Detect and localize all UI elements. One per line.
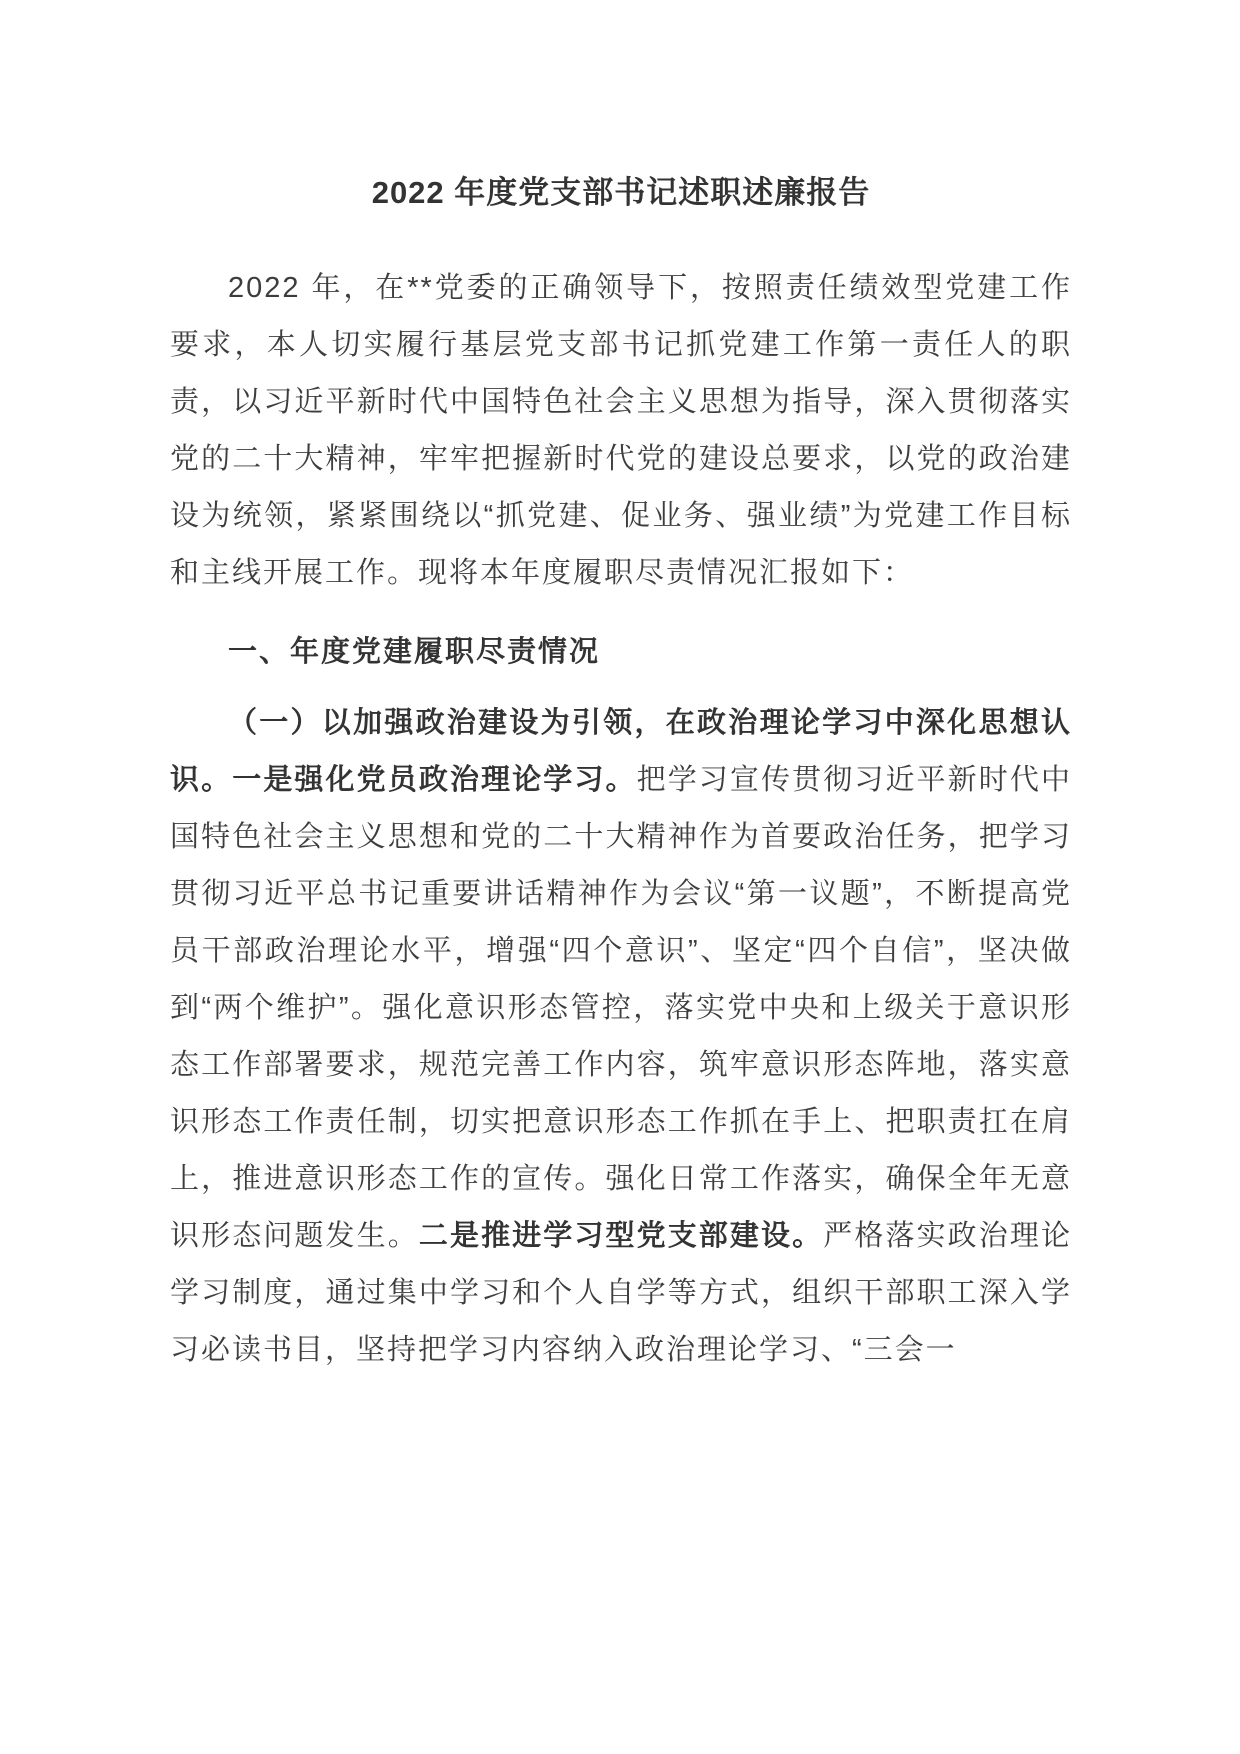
- subsection-1-body-text: 把学习宣传贯彻习近平新时代中国特色社会主义思想和党的二十大精神作为首要政治任务，把学习贯彻习近平总书记重要讲话精神作为会议“第一议题”，不断提高党员干部政治理论水平，增强“四个意识”、坚定“四个自信”，坚决做到“两个维护”。强化意识形态管控，落实党中央和上级关于意识形态工作部署要求，规范完善工作内容，筑牢意识形态阵地，落实意识形态工作责任制，切实把意识形态工作抓在手上、把职责扛在肩上，推进意识形态工作的宣传。强化日常工作落实，确保全年无意识形态问题发生。: [170, 764, 1072, 1252]
- subsection-1-body-text-2: 严格落实政治理论学习制度，通过集中学习和个人自学等方式，组织干部职工深入学习必读书目，坚持把学习内容纳入政治理论学习、“三会一: [170, 1220, 1072, 1366]
- intro-paragraph: 2022 年，在**党委的正确领导下，按照责任绩效型党建工作要求，本人切实履行基层党支部书记抓党建工作第一责任人的职责，以习近平新时代中国特色社会主义思想为指导，深入贯彻落实党的二十大精神，牢牢把握新时代党的建设总要求，以党的政治建设为统领，紧紧围绕以“抓党建、促业务、强业绩”为党建工作目标和主线开展工作。现将本年度履职尽责情况汇报如下：: [170, 272, 1072, 589]
- section-1-paragraph: [170, 695, 1072, 1379]
- document-title: 2022 年度党支部书记述职述廉报告: [371, 175, 871, 210]
- subsection-1-bold-point-2: 二是推进学习型党支部建设。: [418, 1220, 824, 1252]
- section-heading-1: 一、年度党建履职尽责情况: [228, 636, 601, 668]
- subsection-1-bold-lead: （一）以加强政治建设为引领，在政治理论学习中深化思想认识。一是强化党员政治理论学习。: [170, 707, 1072, 796]
